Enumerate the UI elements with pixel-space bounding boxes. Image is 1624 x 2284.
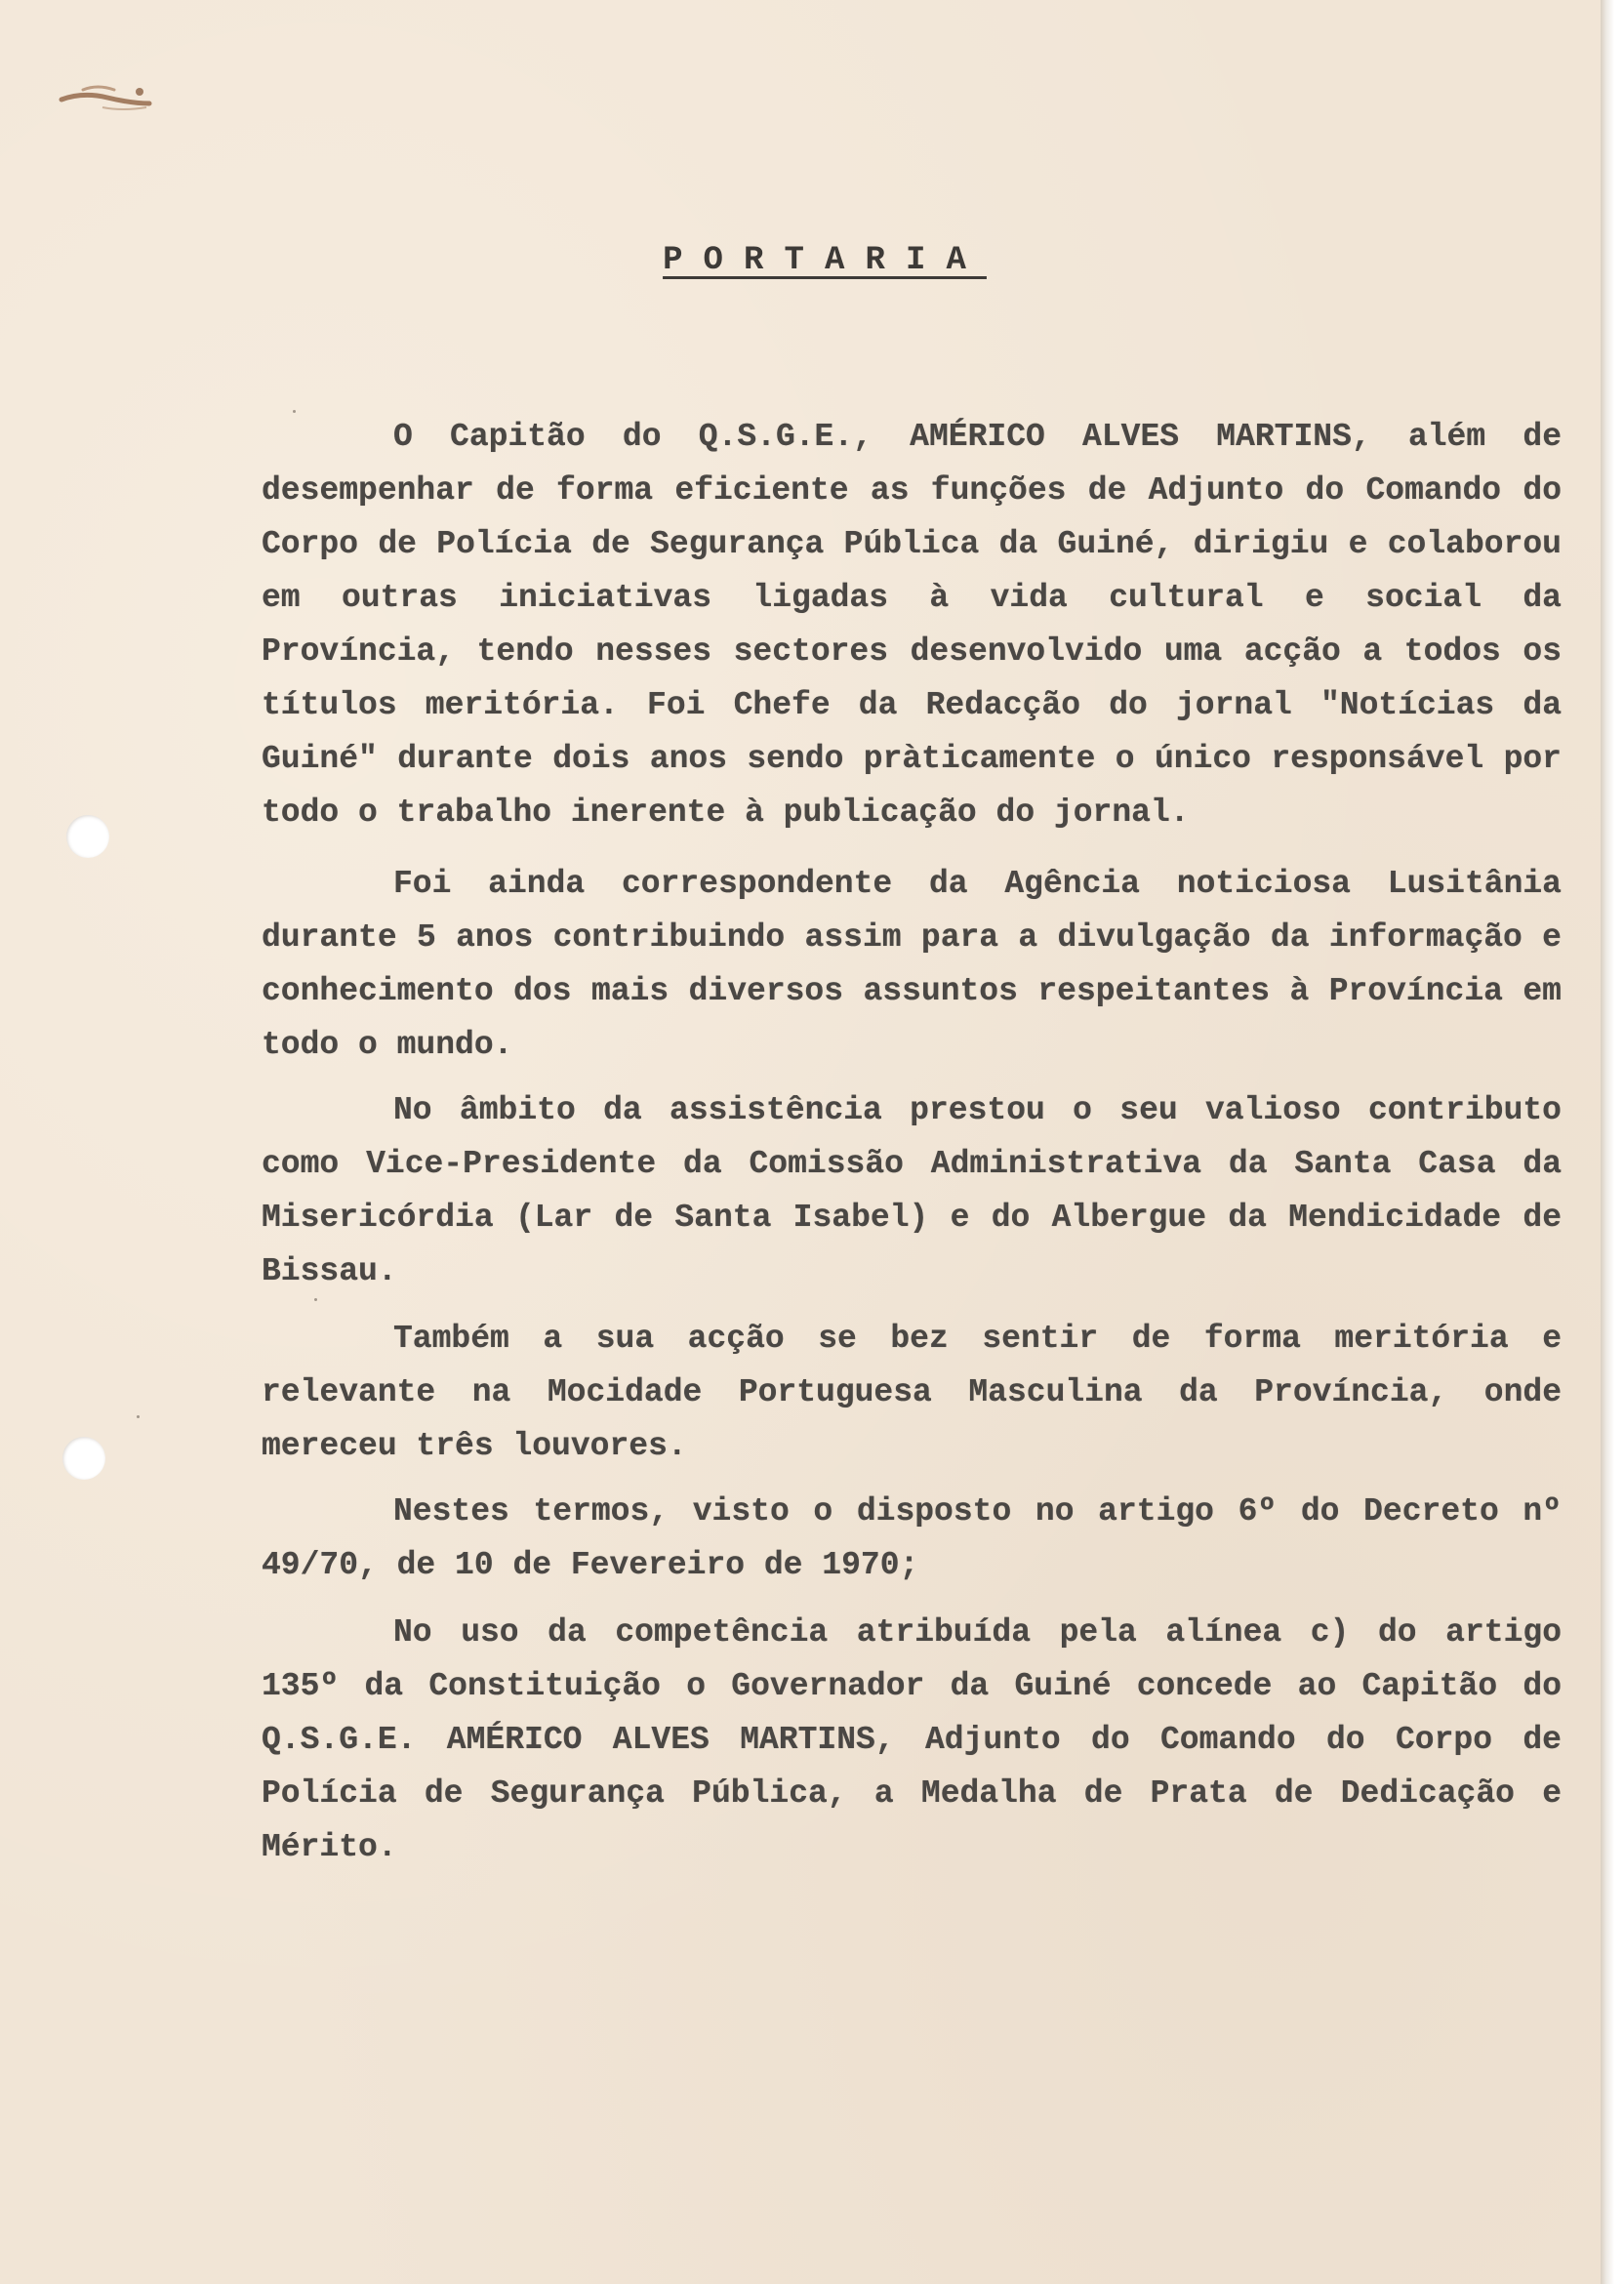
paper-speck bbox=[137, 1415, 140, 1418]
paragraph-youth-organization: Também a sua acção se bez sentir de forma meritória e relevante na Mocidade Portuguesa Masculina da Província, onde mereceu três louvores. bbox=[262, 1321, 1562, 1464]
punch-hole bbox=[66, 815, 109, 858]
scan-border bbox=[1601, 0, 1624, 2284]
paragraph-assistance: No âmbito da assistência prestou o seu valioso contributo como Vice-Presidente da Comissão Administrativa da Santa Casa da Misericórdia (Lar de Santa Isabel) e do Albergue da Mendicidade de Bissau. bbox=[262, 1092, 1562, 1289]
paragraph-legal-basis: Nestes termos, visto o disposto no artigo 6º do Decreto nº 49/70, de 10 de Fevereiro de 1970; bbox=[262, 1493, 1562, 1583]
document-title: PORTARIA bbox=[663, 242, 987, 279]
paragraph-award-decision: No uso da competência atribuída pela alínea c) do artigo 135º da Constituição o Governador da Guiné concede ao Capitão do Q.S.G.E. AMÉRICO ALVES MARTINS, Adjunto do Comando do Corpo de Polícia de Segurança Pública, a Medalha de Prata de Dedicação e Mérito. bbox=[262, 1614, 1562, 1865]
paragraph-agency-correspondent: Foi ainda correspondente da Agência noticiosa Lusitânia durante 5 anos contribuindo assim para a divulgação da informação e conhecimento dos mais diversos assuntos respeitantes à Província em todo o mundo. bbox=[262, 866, 1562, 1063]
punch-hole bbox=[62, 1437, 105, 1480]
document-body bbox=[262, 410, 1562, 1874]
paragraph-commendation-intro: O Capitão do Q.S.G.E., AMÉRICO ALVES MARTINS, além de desempenhar de forma eficiente as funções de Adjunto do Comando do Corpo de Polícia de Segurança Pública da Guiné, dirigiu e colaborou em outras iniciativas ligadas à vida cultural e social da Província, tendo nesses sectores desenvolvido uma acção a todos os títulos meritória. Foi Chefe da Redacção do jornal "Notícias da Guiné" durante dois anos sendo pràticamente o único responsável por todo o trabalho inerente à publicação do jornal. bbox=[262, 419, 1562, 831]
rust-stain-mark bbox=[54, 78, 156, 117]
